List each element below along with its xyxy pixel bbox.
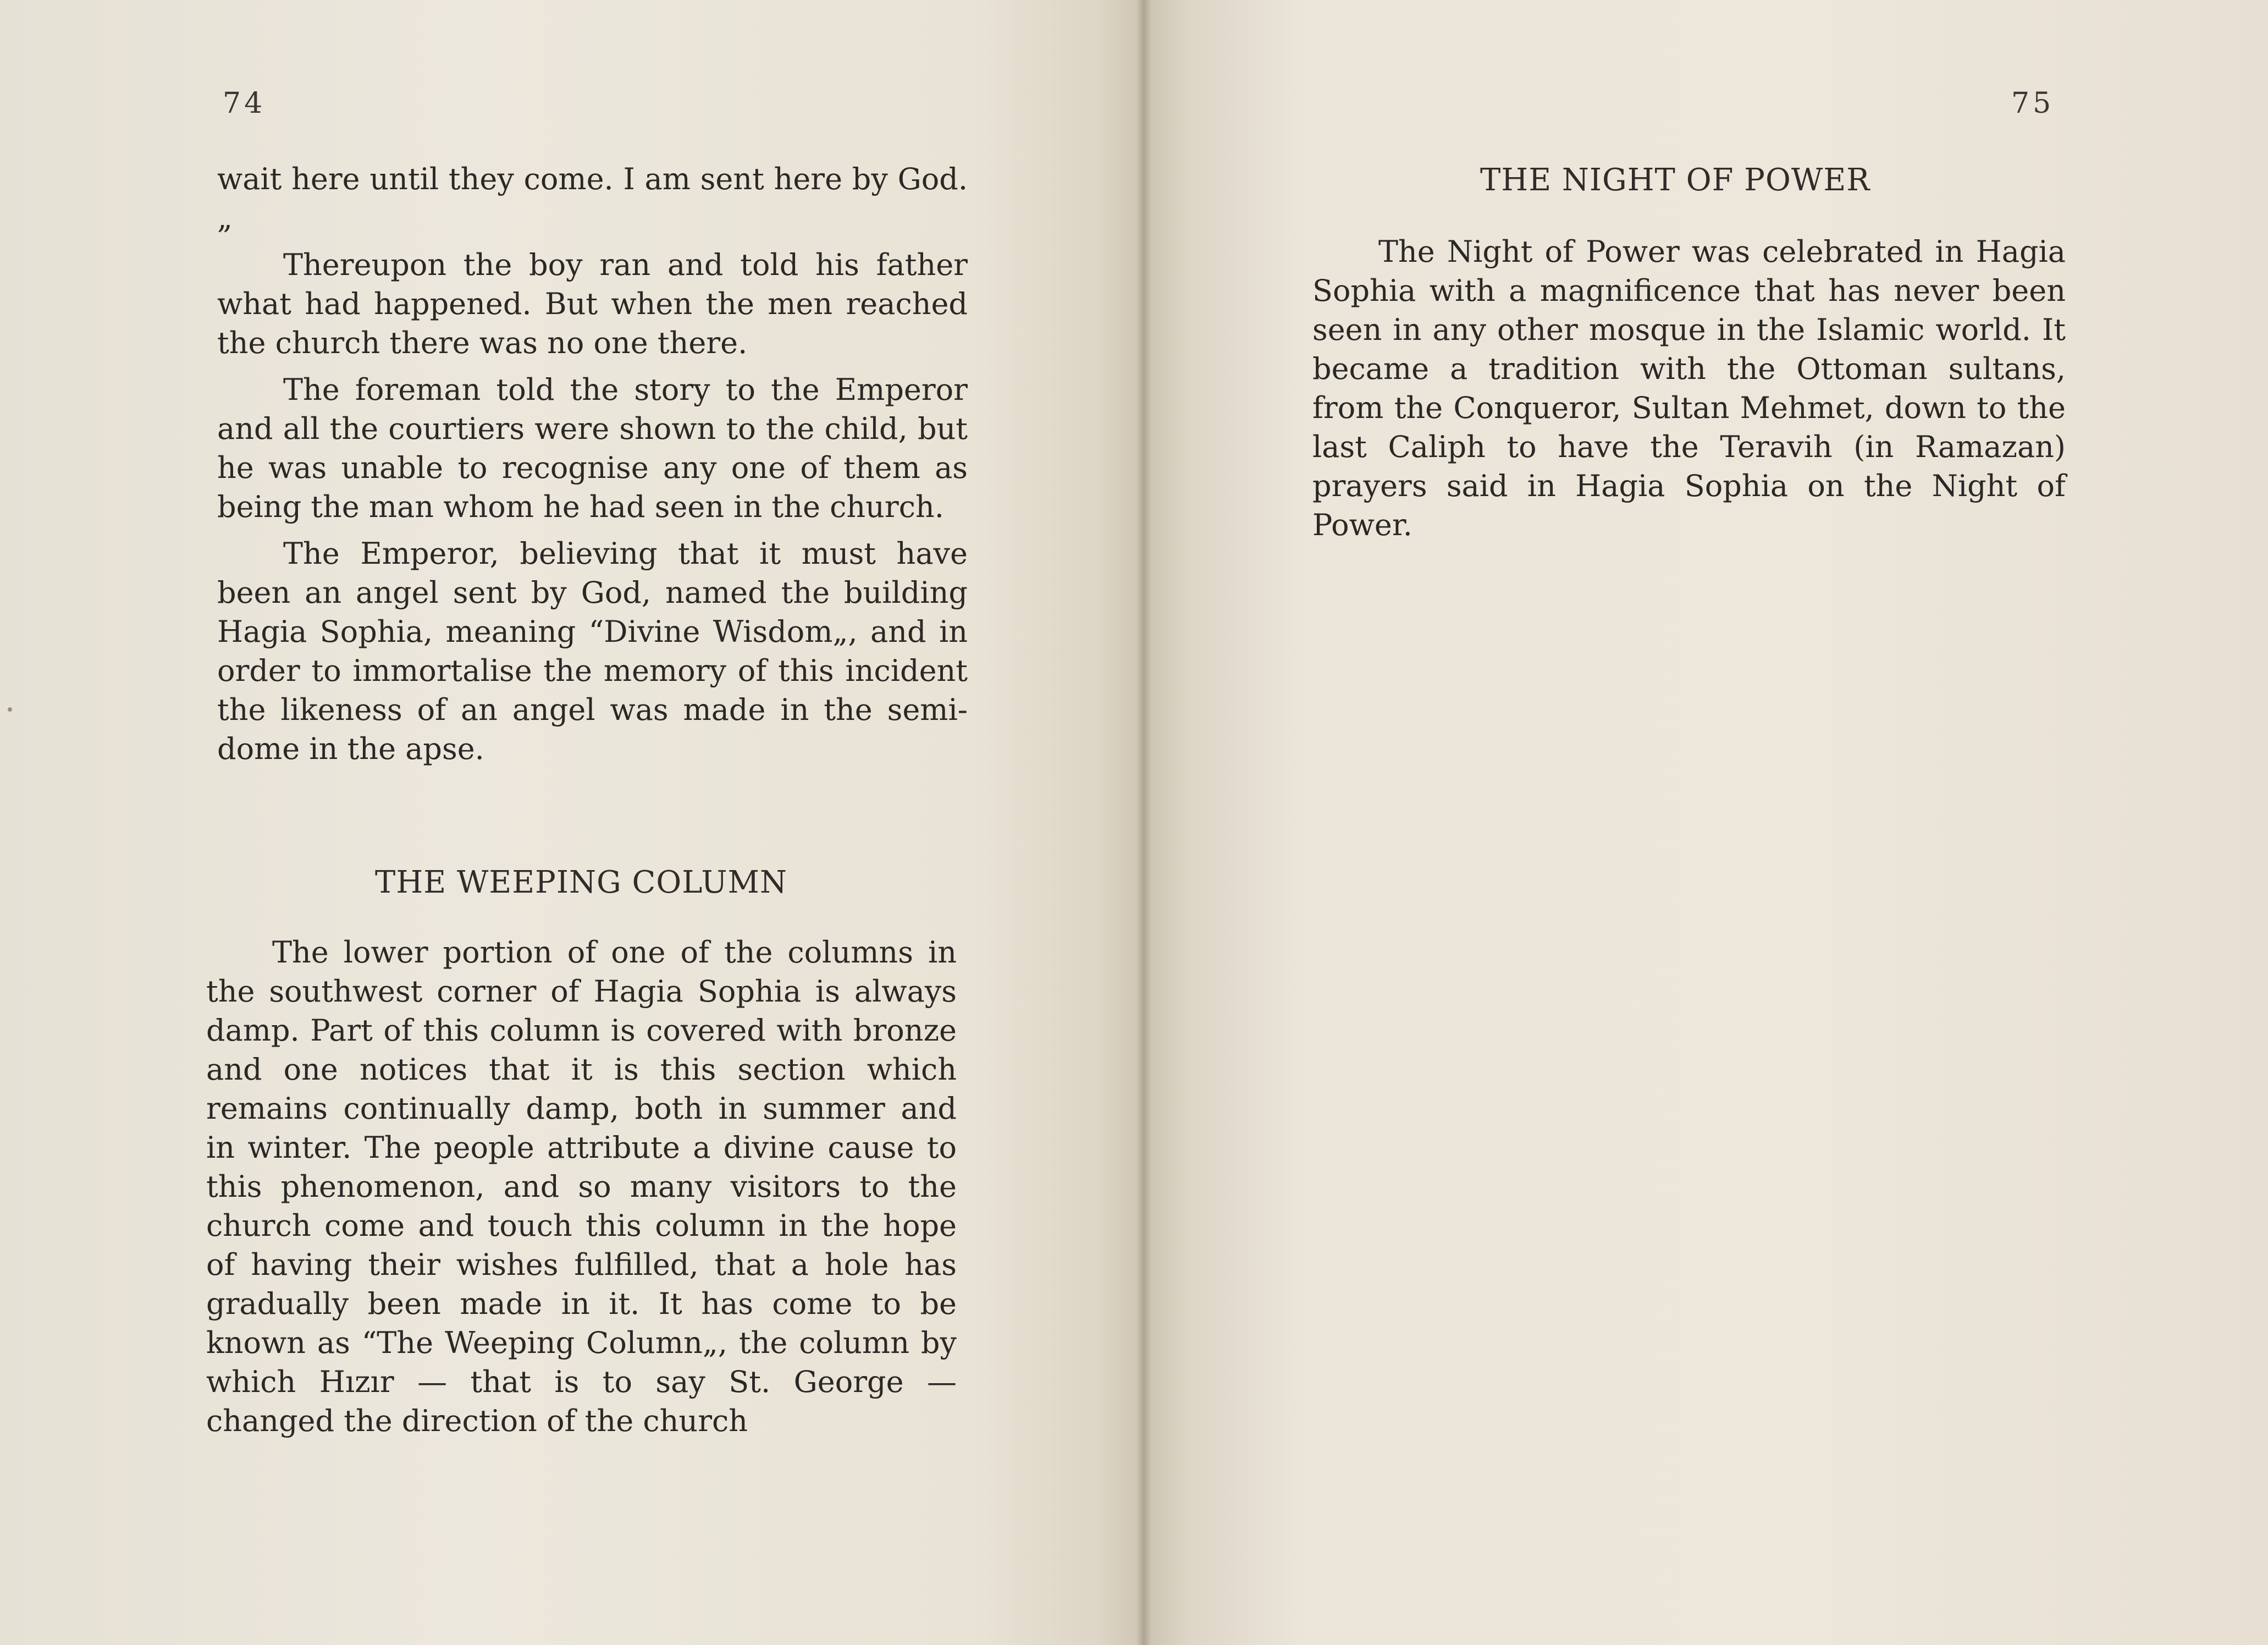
paragraph: Thereupon the boy ran and told his father what had happened. But when the men reached the church there was no one there. xyxy=(217,247,968,360)
section-heading-weeping-column: THE WEEPING COLUMN xyxy=(375,865,787,900)
paragraph: wait here until they come. I am sent here by God.„ xyxy=(217,162,968,235)
page-number-right: 75 xyxy=(2011,87,2055,120)
left-text-top xyxy=(217,159,968,776)
left-text-bottom xyxy=(206,933,957,1448)
paper-speck xyxy=(8,707,12,712)
right-page xyxy=(1144,0,2268,1645)
right-text xyxy=(1312,232,2066,552)
paragraph: The Emperor, believing that it must have been an angel sent by God, named the building Hagia Sophia, meaning “Divine Wisdom„, and in order to immortalise the memory of this incident the likeness of an angel was made in the semi-dome in the apse. xyxy=(217,536,968,766)
page-number-left: 74 xyxy=(223,87,266,120)
section-heading-night-of-power: THE NIGHT OF POWER xyxy=(1480,162,1870,198)
book-gutter xyxy=(1136,0,1151,1645)
paragraph: The lower portion of one of the columns in the southwest corner of Hagia Sophia is always damp. Part of this column is covered with bronze and one notices that it is this section which remains continually damp, both in summer and in winter. The people attribute a divine cause to this phenomenon, and so many visitors to the church come and touch this column in the hope of having their wishes fulfilled, that a hole has gradually been made in it. It has come to be known as “The Weeping Column„, the column by which Hızır — that is to say St. George — changed the direction of the church xyxy=(206,935,957,1438)
paragraph: The Night of Power was celebrated in Hagia Sophia with a magnificence that has never been seen in any other mosque in the Islamic world. It became a tradition with the Ottoman sultans, from the Conqueror, Sultan Mehmet, down to the last Caliph to have the Teravih (in Ramazan) prayers said in Hagia Sophia on the Night of Power. xyxy=(1312,234,2066,542)
paragraph: The foreman told the story to the Emperor and all the courtiers were shown to the child, but he was unable to recognise any one of them as being the man whom he had seen in the church. xyxy=(217,372,968,524)
